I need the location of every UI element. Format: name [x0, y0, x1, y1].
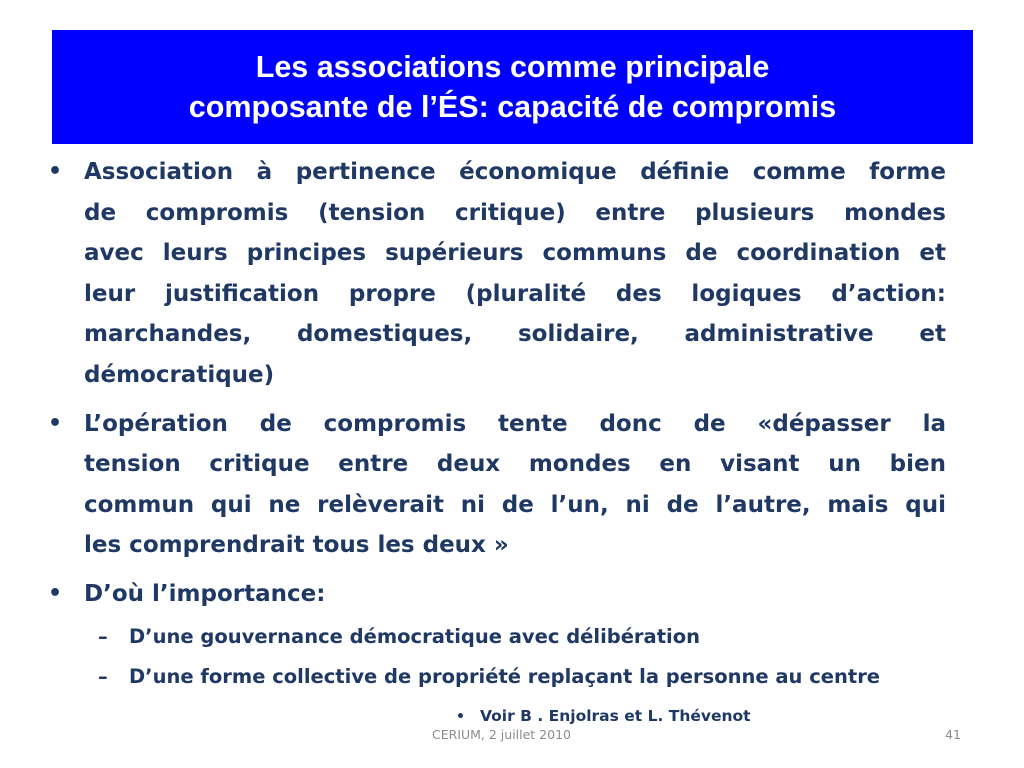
bullet-1-line-2: de compromis (tension critique) entre plusieurs mondes: [84, 199, 946, 226]
sub-bullet-1-text: D’une gouvernance démocratique avec délibération: [129, 624, 700, 648]
bullet-2-line-2: tension critique entre deux mondes en visant un bien: [84, 451, 946, 478]
bullet-item-1: [48, 152, 946, 396]
bullet-1-line-1: Association à pertinence économique définie comme forme: [84, 159, 946, 185]
dash-bullet-icon: –: [98, 665, 108, 689]
bullet-dot-icon: •: [48, 410, 63, 436]
bullet-1-line-4: leur justification propre (pluralité des logiques d’action:: [84, 280, 946, 307]
sub-bullet-item-2: [48, 657, 946, 698]
footer-page-number: 41: [945, 727, 961, 742]
sub-bullet-item-1: [48, 617, 946, 658]
slide-title-line-2: composante de l’ÉS: capacité de compromis: [188, 90, 837, 124]
bullet-2-line-4: les comprendrait tous les deux »: [84, 532, 509, 559]
bullet-dot-icon: •: [456, 709, 465, 725]
sub-sub-bullet-text: Voir B . Enjolras et L. Thévenot: [480, 707, 751, 725]
sub-sub-bullet-item: [456, 706, 751, 727]
bullet-1-line-6: démocratique): [84, 361, 275, 388]
bullet-dot-icon: •: [48, 580, 63, 606]
bullet-dot-icon: •: [48, 159, 63, 184]
bullet-item-2: [48, 404, 946, 566]
slide-body: [48, 152, 946, 698]
bullet-3-line-1: D’où l’importance:: [84, 580, 326, 607]
bullet-2-line-3: commun qui ne relèverait ni de l’un, ni de l’autre, mais qui: [84, 491, 946, 518]
title-box: [52, 30, 973, 144]
bullet-1-line-5: marchandes, domestiques, solidaire, administrative et: [84, 321, 946, 348]
bullet-1-line-3: avec leurs principes supérieurs communs de coordination et: [84, 240, 946, 267]
sub-bullet-2-text: D’une forme collective de propriété replaçant la personne au centre: [129, 665, 881, 689]
bullet-2-line-1: L’opération de compromis tente donc de «dépasser la: [84, 410, 946, 437]
dash-bullet-icon: –: [98, 624, 108, 648]
footer-date: CERIUM, 2 juillet 2010: [432, 727, 571, 742]
bullet-item-3: [48, 574, 946, 615]
slide-title-line-1: Les associations comme principale: [255, 50, 770, 84]
